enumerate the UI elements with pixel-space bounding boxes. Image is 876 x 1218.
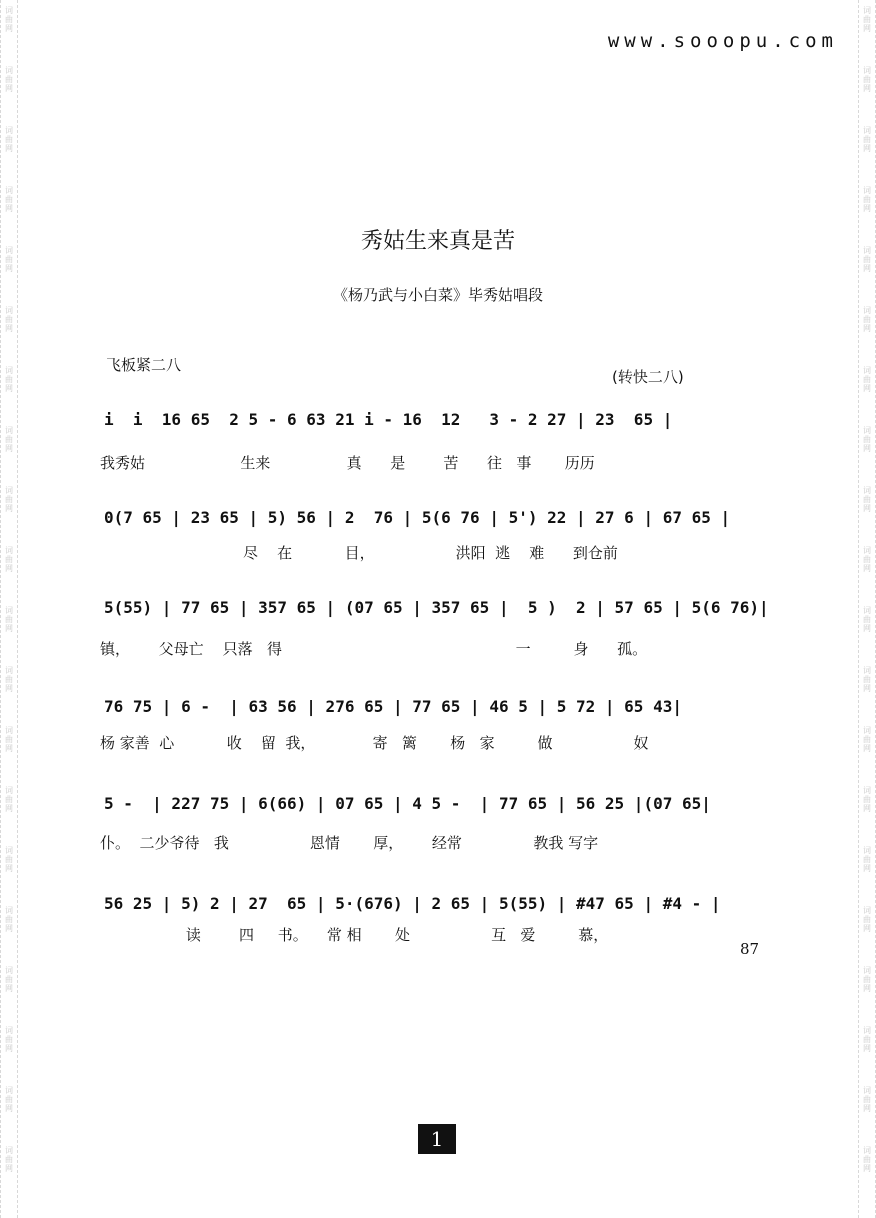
notation-row-3: 5(55) | 77 65 | 357 65 | (07 65 | 357 65 | 5 ) 2 | 57 65 | 5(6 76)|	[104, 598, 769, 617]
watermark-glyph: 词 曲 网	[5, 726, 13, 753]
lyrics-row-5: 仆。 二少爷待 我 恩情 厚， 经常 教我 写字	[100, 834, 599, 852]
song-subtitle: 《杨乃武与小白菜》毕秀姑唱段	[332, 286, 543, 304]
lyrics-row-2: 尽 在 目， 洪阳 逃 难 到仓前	[100, 544, 618, 562]
watermark-glyph: 词 曲 网	[863, 1026, 871, 1053]
watermark-glyph: 词 曲 网	[863, 306, 871, 333]
watermark-glyph: 词 曲 网	[5, 486, 13, 513]
lyrics-row-6: 读 四 书。 常 相 处 互 爱 慕，	[100, 926, 609, 944]
lyrics-row-1: 我秀姑 生来 真 是 苦 往 事 历历	[100, 454, 595, 472]
watermark-glyph: 词 曲 网	[5, 906, 13, 933]
lyrics-row-4: 杨 家善 心 收 留 我， 寄 篱 杨 家 做 奴	[100, 734, 649, 752]
watermark-glyph: 词 曲 网	[5, 546, 13, 573]
watermark-glyph: 词 曲 网	[5, 306, 13, 333]
watermark-glyph: 词 曲 网	[5, 846, 13, 873]
tempo-change-marking: (转快二八)	[612, 368, 684, 386]
watermark-glyph: 词 曲 网	[5, 1026, 13, 1053]
watermark-glyph: 词 曲 网	[863, 1146, 871, 1173]
site-url: www.sooopu.com	[607, 30, 838, 52]
notation-row-2: 0(7 65 | 23 65 | 5) 56 | 2 76 | 5(6 76 | 5') 22 | 27 6 | 67 65 |	[104, 508, 731, 527]
watermark-glyph: 词 曲 网	[863, 66, 871, 93]
notation-row-1: i i 16 65 2 5 - 6 63 21 i - 16 12 3 - 2 27 | 23 65 |	[104, 410, 673, 429]
notation-row-6: 56 25 | 5) 2 | 27 65 | 5·(676) | 2 65 | 5(55) | #47 65 | #4 - |	[104, 894, 721, 913]
watermark-glyph: 词 曲 网	[863, 126, 871, 153]
watermark-glyph: 词 曲 网	[863, 246, 871, 273]
watermark-glyph: 词 曲 网	[863, 546, 871, 573]
watermark-glyph: 词 曲 网	[5, 1086, 13, 1113]
notation-row-4: 76 75 | 6 - | 63 56 | 276 65 | 77 65 | 46 5 | 5 72 | 65 43|	[104, 697, 682, 716]
watermark-glyph: 词 曲 网	[863, 426, 871, 453]
watermark-glyph: 词 曲 网	[863, 186, 871, 213]
watermark-glyph: 词 曲 网	[5, 66, 13, 93]
watermark-glyph: 词 曲 网	[863, 726, 871, 753]
watermark-glyph: 词 曲 网	[863, 846, 871, 873]
right-watermark-strip	[858, 0, 876, 1218]
watermark-glyph: 词 曲 网	[863, 786, 871, 813]
watermark-glyph: 词 曲 网	[863, 966, 871, 993]
watermark-glyph: 词 曲 网	[5, 186, 13, 213]
watermark-glyph: 词 曲 网	[5, 6, 13, 33]
watermark-glyph: 词 曲 网	[5, 426, 13, 453]
song-title: 秀姑生来真是苦	[360, 229, 515, 254]
watermark-glyph: 词 曲 网	[863, 606, 871, 633]
tempo-marking: 飞板紧二八	[106, 356, 182, 374]
watermark-glyph: 词 曲 网	[5, 786, 13, 813]
watermark-glyph: 词 曲 网	[863, 486, 871, 513]
watermark-glyph: 词 曲 网	[5, 1146, 13, 1173]
page-number: 87	[740, 940, 760, 958]
watermark-glyph: 词 曲 网	[863, 366, 871, 393]
watermark-glyph: 词 曲 网	[863, 1086, 871, 1113]
watermark-glyph: 词 曲 网	[5, 366, 13, 393]
watermark-glyph: 词 曲 网	[5, 606, 13, 633]
watermark-glyph: 词 曲 网	[863, 6, 871, 33]
left-watermark-strip	[0, 0, 18, 1218]
watermark-glyph: 词 曲 网	[863, 666, 871, 693]
watermark-glyph: 词 曲 网	[863, 906, 871, 933]
lyrics-row-3: 镇， 父母亡 只落 得 一 身 孤。	[100, 640, 648, 658]
watermark-glyph: 词 曲 网	[5, 246, 13, 273]
watermark-glyph: 词 曲 网	[5, 126, 13, 153]
footer-page-box: 1	[418, 1124, 456, 1154]
watermark-glyph: 词 曲 网	[5, 666, 13, 693]
watermark-glyph: 词 曲 网	[5, 966, 13, 993]
notation-row-5: 5 - | 227 75 | 6(66) | 07 65 | 4 5 - | 77 65 | 56 25 |(07 65|	[104, 794, 711, 813]
